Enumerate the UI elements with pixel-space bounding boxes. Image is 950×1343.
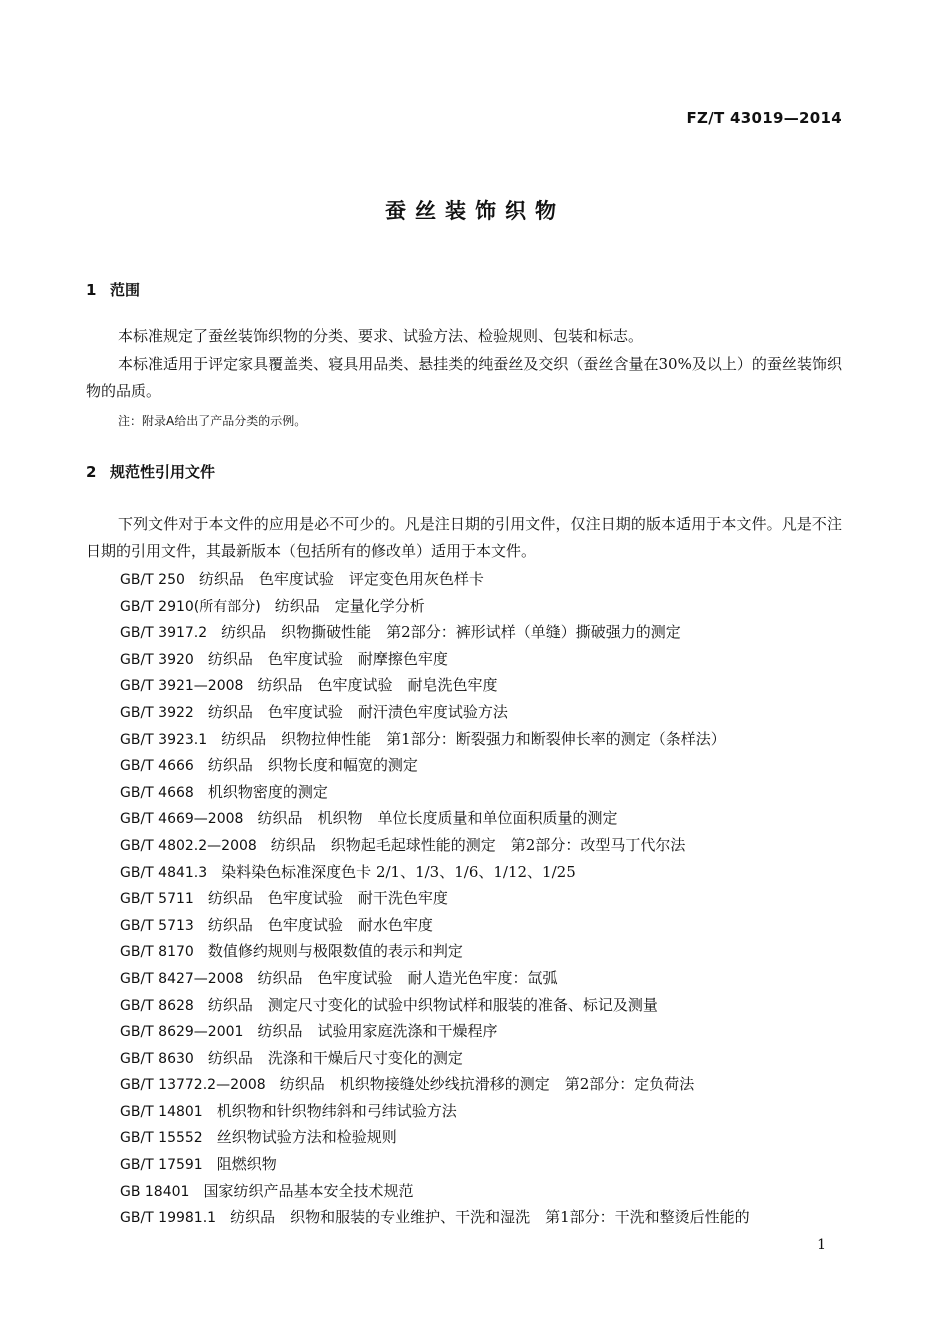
reference-code: GB/T 250 xyxy=(120,572,185,588)
document-title: 蚕丝装饰织物 xyxy=(385,199,565,223)
section-heading-normative xyxy=(86,461,215,482)
reference-code: GB/T 4841.3 xyxy=(120,864,208,881)
reference-code: GB/T 3917.2 xyxy=(120,625,208,642)
reference-item xyxy=(120,805,850,832)
reference-code: GB/T 8629—2001 xyxy=(120,1024,244,1041)
reference-code: GB/T 2910(所有部分) xyxy=(120,598,261,615)
reference-item xyxy=(120,912,850,939)
reference-item xyxy=(120,672,850,699)
reference-title: 纺织品 洗涤和干燥后尺寸变化的测定 xyxy=(207,1048,463,1067)
reference-title: 纺织品 试验用家庭洗涤和干燥程序 xyxy=(257,1022,498,1041)
reference-title: 数值修约规则与极限数值的表示和判定 xyxy=(207,942,463,961)
reference-item xyxy=(120,992,850,1019)
reference-code: GB/T 8427—2008 xyxy=(120,970,244,987)
reference-item xyxy=(120,965,850,992)
section-heading-scope xyxy=(86,279,140,300)
reference-code: GB/T 5713 xyxy=(120,917,194,934)
reference-item xyxy=(120,593,850,620)
reference-code: GB/T 8628 xyxy=(120,997,194,1014)
reference-item xyxy=(120,1045,850,1072)
reference-title: 纺织品 机织物接缝处纱线抗滑移的测定 第2部分：定负荷法 xyxy=(279,1075,695,1094)
reference-title: 纺织品 机织物 单位长度质量和单位面积质量的测定 xyxy=(257,809,618,828)
reference-item xyxy=(120,752,850,779)
reference-title: 纺织品 织物拉伸性能 第1部分：断裂强力和断裂伸长率的测定（条样法） xyxy=(221,729,726,748)
reference-code: GB/T 17591 xyxy=(120,1157,203,1174)
reference-code: GB/T 4666 xyxy=(120,758,194,775)
reference-code: GB/T 3922 xyxy=(120,704,194,721)
reference-item xyxy=(120,646,850,673)
reference-code: GB/T 19981.1 xyxy=(120,1210,217,1227)
standard-code: FZ/T 43019—2014 xyxy=(686,109,842,127)
reference-code: GB/T 13772.2—2008 xyxy=(120,1077,266,1094)
reference-title: 国家纺织产品基本安全技术规范 xyxy=(203,1181,414,1200)
reference-item xyxy=(120,859,850,886)
reference-item xyxy=(120,566,850,593)
reference-title: 纺织品 织物长度和幅宽的测定 xyxy=(207,756,418,775)
reference-code: GB/T 4802.2—2008 xyxy=(120,837,257,854)
reference-title: 阻燃织物 xyxy=(216,1155,277,1174)
scope-paragraph-2: 本标准适用于评定家具覆盖类、寝具用品类、悬挂类的纯蚕丝及交织（蚕丝含量在30%及以上）的蚕丝装饰织物的品质。 xyxy=(86,355,842,400)
reference-title: 纺织品 色牢度试验 耐水色牢度 xyxy=(207,915,433,934)
reference-title: 染料染色标准深度色卡 2/1、1/3、1/6、1/12、1/25 xyxy=(221,862,576,881)
reference-item xyxy=(120,1178,850,1205)
reference-item xyxy=(120,1098,850,1125)
reference-item xyxy=(120,699,850,726)
reference-code: GB/T 8170 xyxy=(120,944,194,961)
reference-code: GB/T 3921—2008 xyxy=(120,678,244,695)
section-title: 范围 xyxy=(110,281,141,299)
reference-item xyxy=(120,938,850,965)
reference-code: GB/T 4669—2008 xyxy=(120,811,244,828)
reference-item xyxy=(120,1204,850,1231)
reference-item xyxy=(120,779,850,806)
reference-title: 丝织物试验方法和检验规则 xyxy=(216,1128,397,1147)
reference-title: 机织物密度的测定 xyxy=(207,782,328,801)
reference-code: GB/T 14801 xyxy=(120,1103,203,1120)
section-number: 2 xyxy=(86,463,97,481)
reference-item xyxy=(120,726,850,753)
reference-title: 纺织品 色牢度试验 耐干洗色牢度 xyxy=(207,889,448,908)
page-number: 1 xyxy=(817,1237,826,1253)
reference-item xyxy=(120,1018,850,1045)
section-number: 1 xyxy=(86,281,97,299)
scope-note: 注：附录A给出了产品分类的示例。 xyxy=(118,414,307,428)
reference-code: GB/T 8630 xyxy=(120,1050,194,1067)
reference-code: GB/T 5711 xyxy=(120,891,194,908)
reference-code: GB 18401 xyxy=(120,1183,190,1200)
reference-item xyxy=(120,832,850,859)
reference-title: 纺织品 测定尺寸变化的试验中织物试样和服装的准备、标记及测量 xyxy=(207,995,658,1014)
reference-title: 纺织品 色牢度试验 耐摩擦色牢度 xyxy=(207,649,448,668)
reference-item xyxy=(120,1151,850,1178)
reference-code: GB/T 15552 xyxy=(120,1130,203,1147)
reference-title: 纺织品 织物起毛起球性能的测定 第2部分：改型马丁代尔法 xyxy=(270,835,686,854)
reference-title: 纺织品 色牢度试验 耐汗渍色牢度试验方法 xyxy=(207,702,508,721)
reference-item xyxy=(120,1124,850,1151)
reference-list xyxy=(120,566,850,1231)
reference-code: GB/T 4668 xyxy=(120,784,194,801)
reference-item xyxy=(120,619,850,646)
reference-item xyxy=(120,885,850,912)
scope-paragraph-1: 本标准规定了蚕丝装饰织物的分类、要求、试验方法、检验规则、包装和标志。 xyxy=(118,327,644,345)
reference-title: 纺织品 色牢度试验 评定变色用灰色样卡 xyxy=(198,570,484,588)
normative-intro: 下列文件对于本文件的应用是必不可少的。凡是注日期的引用文件，仅注日期的版本适用于本文件。凡是不注日期的引用文件，其最新版本（包括所有的修改单）适用于本文件。 xyxy=(86,515,842,560)
reference-code: GB/T 3923.1 xyxy=(120,731,208,748)
section-title: 规范性引用文件 xyxy=(110,463,216,481)
reference-title: 纺织品 色牢度试验 耐人造光色牢度：氙弧 xyxy=(257,968,558,987)
reference-code: GB/T 3920 xyxy=(120,651,194,668)
reference-title: 纺织品 织物和服装的专业维护、干洗和湿洗 第1部分：干洗和整烫后性能的 xyxy=(230,1208,750,1227)
reference-title: 纺织品 定量化学分析 xyxy=(274,596,425,615)
reference-title: 纺织品 色牢度试验 耐皂洗色牢度 xyxy=(257,676,498,695)
reference-item xyxy=(120,1071,850,1098)
reference-title: 机织物和针织物纬斜和弓纬试验方法 xyxy=(216,1101,457,1120)
reference-title: 纺织品 织物撕破性能 第2部分：裤形试样（单缝）撕破强力的测定 xyxy=(221,623,681,642)
